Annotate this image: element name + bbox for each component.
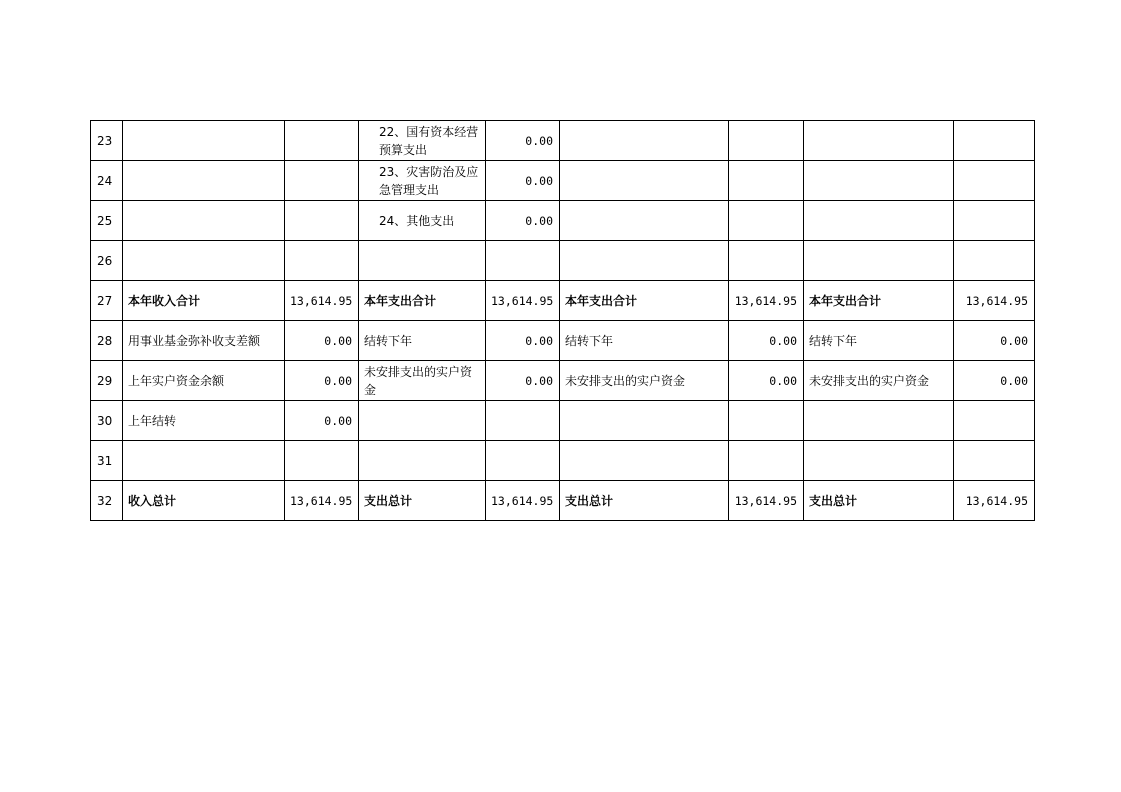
expense-item-cell-3 bbox=[804, 401, 954, 441]
income-amount-cell: 0.00 bbox=[285, 401, 359, 441]
table-row bbox=[91, 201, 1035, 241]
expense-amount-cell-2 bbox=[729, 201, 804, 241]
income-item-cell bbox=[123, 121, 285, 161]
table-row bbox=[91, 321, 1035, 361]
expense-item-cell-3 bbox=[804, 241, 954, 281]
expense-item-cell-2 bbox=[560, 401, 729, 441]
expense-amount-cell-2: 0.00 bbox=[729, 321, 804, 361]
expense-amount-cell bbox=[486, 401, 560, 441]
expense-amount-cell bbox=[486, 441, 560, 481]
expense-item-cell-3 bbox=[804, 441, 954, 481]
income-item-cell bbox=[123, 241, 285, 281]
expense-amount-cell-3 bbox=[954, 401, 1035, 441]
row-number: 27 bbox=[91, 281, 123, 321]
income-item-cell: 上年结转 bbox=[123, 401, 285, 441]
expense-total-label-2: 本年支出合计 bbox=[560, 281, 729, 321]
expense-item-cell-2 bbox=[560, 201, 729, 241]
table-row bbox=[91, 361, 1035, 401]
expense-amount-cell-2 bbox=[729, 121, 804, 161]
expense-grand-total-amount-3: 13,614.95 bbox=[954, 481, 1035, 521]
expense-item-cell: 22、国有资本经营预算支出 bbox=[359, 121, 486, 161]
income-total-amount: 13,614.95 bbox=[285, 281, 359, 321]
table-row bbox=[91, 401, 1035, 441]
row-number: 26 bbox=[91, 241, 123, 281]
expense-item-cell-2 bbox=[560, 241, 729, 281]
income-grand-total-label: 收入总计 bbox=[123, 481, 285, 521]
expense-amount-cell: 0.00 bbox=[486, 361, 560, 401]
income-amount-cell: 0.00 bbox=[285, 361, 359, 401]
expense-total-label: 本年支出合计 bbox=[359, 281, 486, 321]
income-amount-cell bbox=[285, 441, 359, 481]
row-number: 28 bbox=[91, 321, 123, 361]
expense-grand-total-amount: 13,614.95 bbox=[486, 481, 560, 521]
budget-table bbox=[90, 120, 1035, 521]
expense-item-cell bbox=[359, 401, 486, 441]
expense-grand-total-label-3: 支出总计 bbox=[804, 481, 954, 521]
table-row bbox=[91, 241, 1035, 281]
expense-grand-total-amount-2: 13,614.95 bbox=[729, 481, 804, 521]
income-item-cell bbox=[123, 201, 285, 241]
row-number: 25 bbox=[91, 201, 123, 241]
expense-total-amount-3: 13,614.95 bbox=[954, 281, 1035, 321]
expense-item-cell-2: 未安排支出的实户资金 bbox=[560, 361, 729, 401]
expense-amount-cell: 0.00 bbox=[486, 121, 560, 161]
table-row bbox=[91, 161, 1035, 201]
row-number: 32 bbox=[91, 481, 123, 521]
expense-item-cell: 未安排支出的实户资金 bbox=[359, 361, 486, 401]
expense-amount-cell-3: 0.00 bbox=[954, 361, 1035, 401]
row-number: 23 bbox=[91, 121, 123, 161]
expense-amount-cell-3: 0.00 bbox=[954, 321, 1035, 361]
expense-item-cell-2 bbox=[560, 161, 729, 201]
table-row bbox=[91, 441, 1035, 481]
table-row bbox=[91, 121, 1035, 161]
income-item-cell bbox=[123, 441, 285, 481]
expense-amount-cell-2 bbox=[729, 241, 804, 281]
income-amount-cell: 0.00 bbox=[285, 321, 359, 361]
income-grand-total-amount: 13,614.95 bbox=[285, 481, 359, 521]
expense-amount-cell bbox=[486, 241, 560, 281]
expense-item-cell-3: 未安排支出的实户资金 bbox=[804, 361, 954, 401]
expense-amount-cell-2 bbox=[729, 441, 804, 481]
expense-amount-cell-3 bbox=[954, 201, 1035, 241]
expense-amount-cell-3 bbox=[954, 241, 1035, 281]
expense-amount-cell-2 bbox=[729, 401, 804, 441]
expense-amount-cell: 0.00 bbox=[486, 201, 560, 241]
income-item-cell: 用事业基金弥补收支差额 bbox=[123, 321, 285, 361]
expense-amount-cell-3 bbox=[954, 161, 1035, 201]
income-amount-cell bbox=[285, 121, 359, 161]
table-row bbox=[91, 481, 1035, 521]
expense-item-cell: 23、灾害防治及应急管理支出 bbox=[359, 161, 486, 201]
expense-item-cell bbox=[359, 441, 486, 481]
expense-amount-cell-3 bbox=[954, 441, 1035, 481]
expense-amount-cell-3 bbox=[954, 121, 1035, 161]
expense-item-cell-2: 结转下年 bbox=[560, 321, 729, 361]
expense-item-cell-3 bbox=[804, 161, 954, 201]
row-number: 29 bbox=[91, 361, 123, 401]
expense-item-cell: 24、其他支出 bbox=[359, 201, 486, 241]
row-number: 31 bbox=[91, 441, 123, 481]
table-row bbox=[91, 281, 1035, 321]
expense-total-label-3: 本年支出合计 bbox=[804, 281, 954, 321]
expense-item-cell-3 bbox=[804, 121, 954, 161]
expense-item-cell-2 bbox=[560, 121, 729, 161]
expense-item-cell bbox=[359, 241, 486, 281]
expense-total-amount: 13,614.95 bbox=[486, 281, 560, 321]
income-amount-cell bbox=[285, 201, 359, 241]
income-item-cell: 上年实户资金余额 bbox=[123, 361, 285, 401]
expense-total-amount-2: 13,614.95 bbox=[729, 281, 804, 321]
income-amount-cell bbox=[285, 241, 359, 281]
income-amount-cell bbox=[285, 161, 359, 201]
row-number: 30 bbox=[91, 401, 123, 441]
row-number: 24 bbox=[91, 161, 123, 201]
income-total-label: 本年收入合计 bbox=[123, 281, 285, 321]
expense-amount-cell: 0.00 bbox=[486, 161, 560, 201]
expense-item-cell: 结转下年 bbox=[359, 321, 486, 361]
expense-item-cell-3: 结转下年 bbox=[804, 321, 954, 361]
expense-amount-cell-2: 0.00 bbox=[729, 361, 804, 401]
expense-item-cell-2 bbox=[560, 441, 729, 481]
expense-amount-cell-2 bbox=[729, 161, 804, 201]
expense-grand-total-label: 支出总计 bbox=[359, 481, 486, 521]
expense-amount-cell: 0.00 bbox=[486, 321, 560, 361]
expense-item-cell-3 bbox=[804, 201, 954, 241]
income-item-cell bbox=[123, 161, 285, 201]
expense-grand-total-label-2: 支出总计 bbox=[560, 481, 729, 521]
